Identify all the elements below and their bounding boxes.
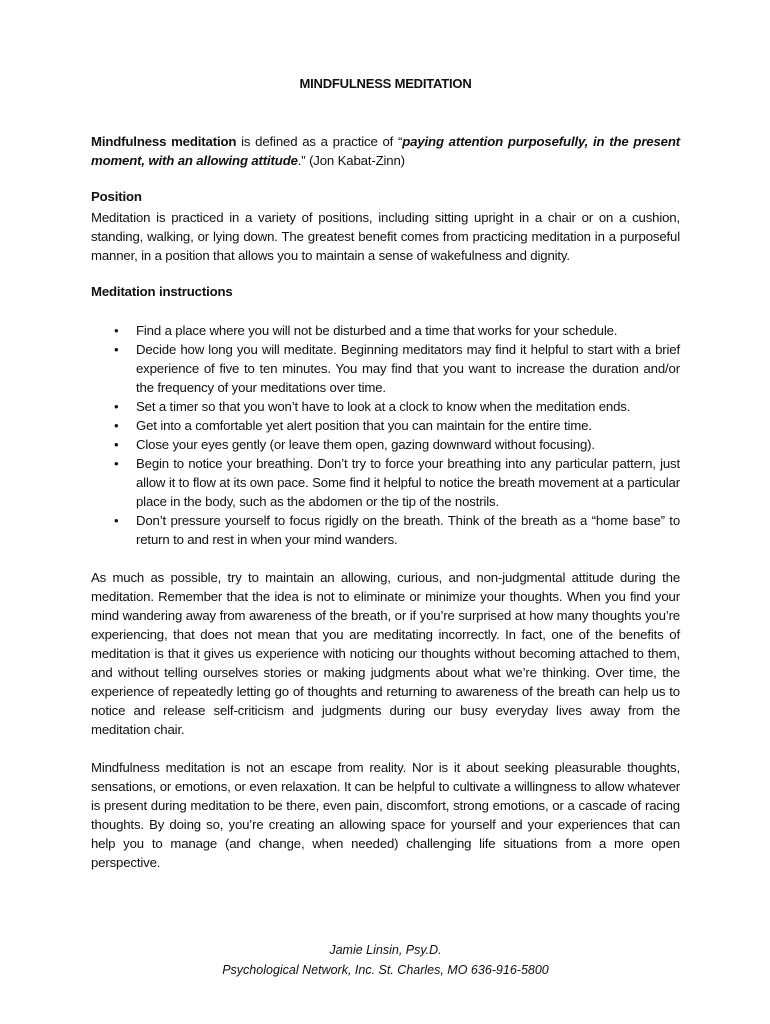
bullet-icon: • [114,418,119,433]
instructions-list [91,321,680,549]
list-item [91,321,680,340]
footer-author: Jamie Linsin, Psy.D. [329,943,442,957]
bullet-icon: • [114,323,119,338]
list-item [91,416,680,435]
list-item [91,511,680,549]
bullet-icon: • [114,342,119,357]
intro-term: Mindfulness meditation [91,134,237,149]
intro-paragraph [91,132,680,170]
list-item-text: Close your eyes gently (or leave them open, gazing downward without focusing). [136,437,595,452]
bullet-icon: • [114,437,119,452]
body-paragraph-attitude: As much as possible, try to maintain an allowing, curious, and non-judgmental attitude during the meditation. Remember that the idea is not to eliminate or minimize your thoughts. When you find your mind wandering away from awareness of the breath, or if you’re surprised at how many thoughts you’re experiencing, that does not mean that you are meditating incorrectly. In fact, one of the benefits of meditation is that it gives us experience with noticing our thoughts without becoming attached to them, and without telling ourselves stories or making judgments about what we’re thinking. Over time, the experience of repeatedly letting go of thoughts and returning to awareness of the breath can help us to notice and release self-criticism and judgments during our busy everyday lives away from the meditation chair. [91,570,680,737]
list-item-text: Set a timer so that you won’t have to look at a clock to know when the meditation ends. [136,399,631,414]
list-item [91,454,680,511]
intro-quote: paying attention purposefully, in the present moment, with an allowing attitude [91,134,681,168]
list-item [91,397,680,416]
list-item-text: Decide how long you will meditate. Beginning meditators may find it helpful to start with a brief experience of five to ten minutes. You may find that you want to increase the duration and/or the frequency of your meditations over time. [136,342,680,395]
body-paragraph-reality: Mindfulness meditation is not an escape from reality. Nor is it about seeking pleasurable thoughts, sensations, or emotions, or even relaxation. It can be helpful to cultivate a willingness to allow whatever is present during meditation to be there, even pain, discomfort, strong emotions, or a cascade of racing thoughts. By doing so, you’re creating an allowing space for yourself and your experiences that can help you to manage (and change, when needed) challenging life situations from a more open perspective. [91,760,680,870]
intro-lead: is defined as a practice of “ [236,134,403,149]
instructions-heading: Meditation instructions [91,284,233,299]
document-title: MINDFULNESS MEDITATION [299,76,472,91]
list-item-text: Don’t pressure yourself to focus rigidly on the breath. Think of the breath as a “home base” to return to and rest in when your mind wanders. [136,513,680,547]
position-heading: Position [91,189,142,204]
list-item [91,340,680,397]
document-footer [91,941,680,980]
position-body: Meditation is practiced in a variety of positions, including sitting upright in a chair or on a cushion, standing, walking, or lying down. The greatest benefit comes from practicing meditation in a purposeful manner, in a position that allows you to maintain a sense of wakefulness and dignity. [91,210,680,263]
footer-organization: Psychological Network, Inc. St. Charles, MO 636-916-5800 [222,962,549,977]
intro-tail: .” (Jon Kabat-Zinn) [297,153,405,168]
list-item-text: Begin to notice your breathing. Don’t try to force your breathing into any particular pattern, just allow it to flow at its own pace. Some find it helpful to notice the breath movement at a particular place in the body, such as the abdomen or the tip of the nostrils. [136,456,680,509]
list-item [91,435,680,454]
list-item-text: Get into a comfortable yet alert position that you can maintain for the entire time. [136,418,592,433]
bullet-icon: • [114,456,119,471]
bullet-icon: • [114,399,119,414]
list-item-text: Find a place where you will not be disturbed and a time that works for your schedule. [136,323,618,338]
bullet-icon: • [114,513,119,528]
